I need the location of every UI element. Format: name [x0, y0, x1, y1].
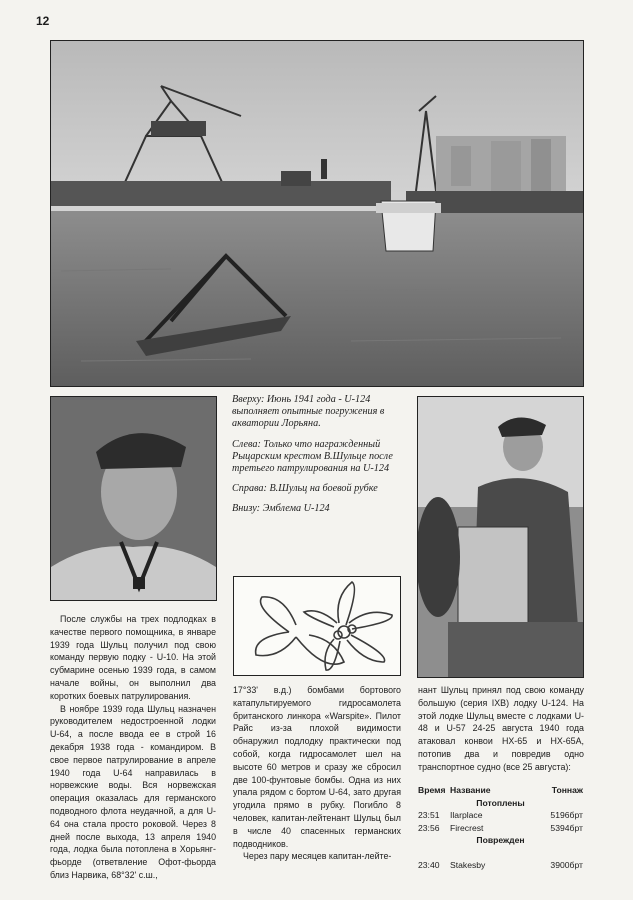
damaged-label: Поврежден	[476, 835, 525, 846]
portrait-officer-photo	[51, 397, 216, 600]
table-row	[418, 822, 583, 835]
text-column-2	[233, 684, 401, 863]
cell-time: 23:51	[418, 810, 440, 821]
page-number: 12	[36, 14, 50, 28]
left-photo	[50, 396, 217, 601]
cell-time: 23:40	[418, 859, 440, 870]
header-tonnage: Тоннаж	[551, 785, 583, 795]
table-header-row	[418, 784, 583, 797]
cell-tonnage: 5196брт	[550, 810, 583, 821]
paragraph: 17°33' в.д.) бомбами бортового катапультируемого гидросамолета британского линкора «Warspite». Пилот Райс из-за плохой видимости обнаружил подлодку практически под собой, когда гидросамолет шел на высоте 60 метров и сразу же сбросил две 100-фунтовые бомбы. Одна из них упала рядом с бортом U-64, зато другая угодила прямо в рубку. Погибло 8 человек, капитан-лейтенант Шульц был в числе 40 спасенных германских подводников.	[233, 685, 401, 849]
sunk-label: Потоплены	[476, 797, 525, 808]
paragraph: После службы на трех подлодках в качестве первого помощника, в январе 1939 года Шульц получил под свою команду первую подку - U-10. На этой субмарине осенью 1939 года, в самом начале войны, он выполнил два коротких боевых патрулирования.	[50, 614, 216, 701]
edelweiss-emblem-icon	[234, 577, 400, 675]
header-name: Название	[450, 785, 491, 795]
table-row	[418, 859, 583, 872]
paragraph: нант Шульц принял под свою команду большую (серия IXB) лодку U-124. На этой лодке Шульц вместе с лодками U-48 и U-57 24-25 августа 1940 года атаковал конвои HX-65 и HX-65A, потопив два и повредив одно транспортное судно (все 25 августа):	[418, 685, 584, 772]
caption-top: Вверху: Июнь 1941 года - U-124 выполняет опытные погружения в акватории Лорьяна.	[232, 394, 385, 430]
header-time: Время	[418, 785, 446, 795]
cell-time: 23:56	[418, 822, 440, 833]
cell-name: Stakesby	[450, 859, 486, 870]
text-column-1	[50, 613, 216, 882]
caption-left: Слева: Только что награжденный Рыцарским крестом В.Шульце после третьего патрулирования на U-124	[232, 438, 393, 475]
paragraph: В ноябре 1939 года Шульц назначен руководителем недостроенной лодки U-64, а после ввода ее в строй 16 декабря 1938 года - командиром. В свое первое патрулирование в апреле 1940 года U-64 направилась в норвежские воды. Вся норвежская операция оказалась для германского подводного флота неудачной, а для U-64 она стала просто роковой. Через 8 дней после выхода, 13 апреля 1940 года, лодка была потоплена в Хорьянг-фьорде (ответвление Офот-фьорда близ Нарвика, 68°32' с.ш.,	[50, 703, 216, 880]
ships-table	[418, 784, 583, 872]
caption-bottom: Внизу: Эмблема U-124	[232, 503, 330, 515]
emblem-box	[233, 576, 401, 676]
top-photo	[50, 40, 584, 387]
cell-name: Firecrest	[450, 822, 484, 833]
cell-tonnage: 5394брт	[550, 822, 583, 833]
photo-captions	[232, 394, 410, 524]
right-photo	[417, 396, 584, 678]
table-row	[418, 809, 583, 822]
text-column-3	[418, 684, 584, 774]
submarine-in-harbor-photo	[51, 41, 583, 386]
caption-right: Справа: В.Шульц на боевой рубке	[232, 483, 378, 495]
paragraph: Через пару месяцев капитан-лейте-	[243, 851, 392, 862]
officer-in-conning-tower-photo	[418, 397, 583, 677]
cell-tonnage: 3900брт	[550, 859, 583, 870]
cell-name: Ilarplace	[450, 810, 483, 821]
